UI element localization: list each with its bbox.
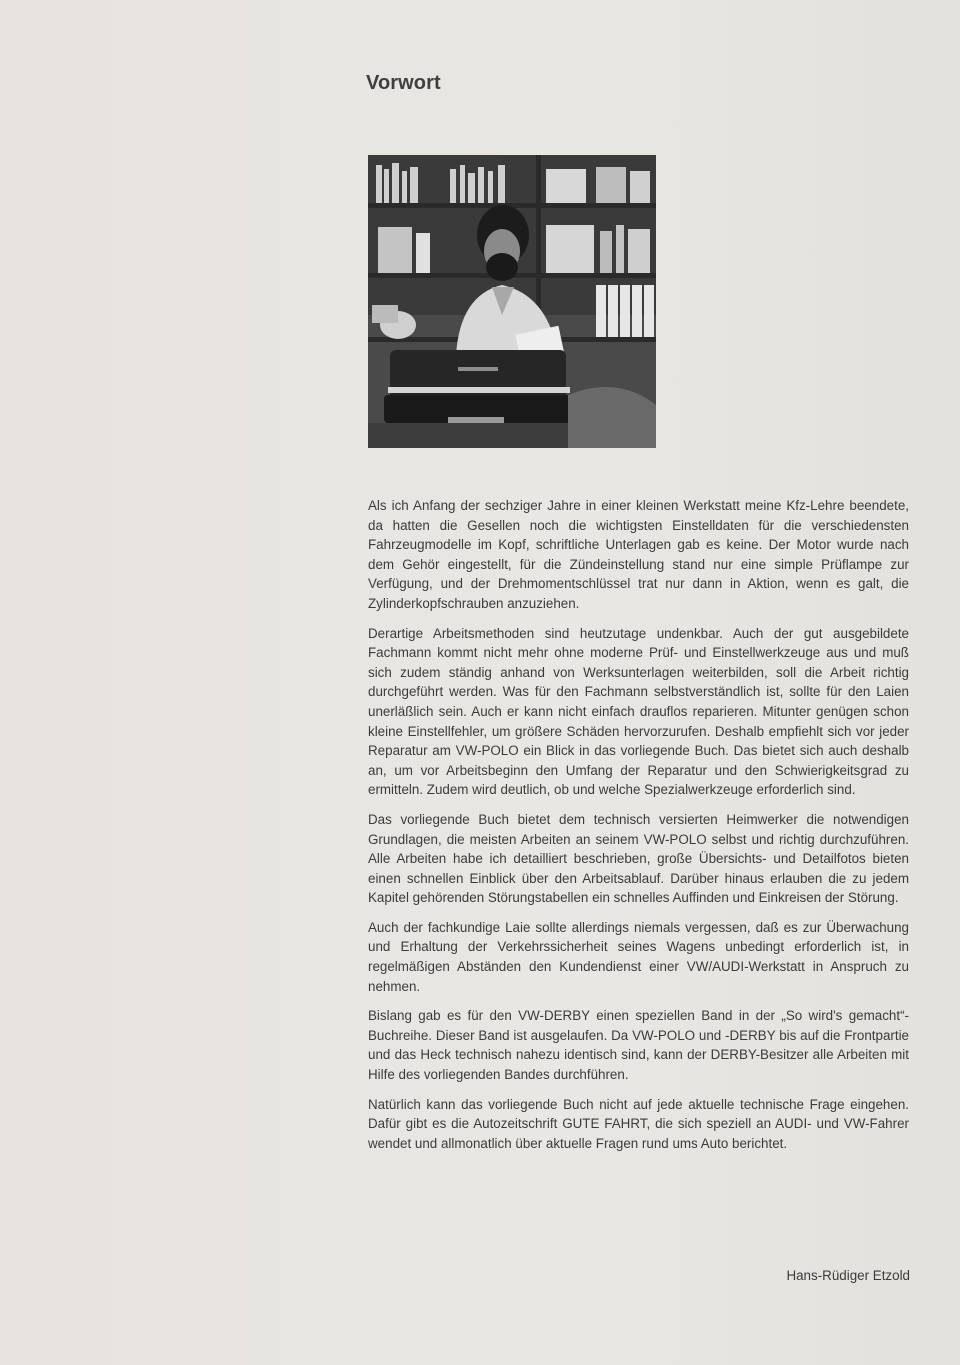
portrait-photo	[368, 155, 656, 448]
paragraph: Auch der fachkundige Laie sollte allerdings niemals vergessen, daß es zur Überwachung und Erhaltung der Verkehrssicherheit seines Wagens unbedingt erforderlich ist, in regelmäßigen Abständen den Kundendienst einer VW/AUDI-Werkstatt in Anspruch zu nehmen.	[368, 919, 909, 994]
paragraph: Das vorliegende Buch bietet dem technisch versierten Heimwerker die notwendigen Grundlagen, die meisten Arbeiten an seinem VW-POLO selbst und richtig durchzuführen. Alle Arbeiten habe ich detailliert beschrieben, große Übersichts- und Detailfotos bieten einen schnellen Einblick über den Arbeitsablauf. Darüber hinaus erlauben die zu jedem Kapitel gehörenden Störungstabellen ein schnelles Auffinden und Einkreisen der Störung.	[368, 811, 909, 906]
foreword-text	[368, 496, 909, 1163]
author-signature: Hans-Rüdiger Etzold	[786, 1268, 910, 1283]
photo-illustration	[368, 155, 656, 448]
paragraph: Als ich Anfang der sechziger Jahre in einer kleinen Werkstatt meine Kfz-Lehre beendete, da hatten die Gesellen noch die wichtigsten Einstelldaten für die verschiedensten Fahrzeugmodelle im Kopf, schriftliche Unterlagen gab es keine. Der Motor wurde nach dem Gehör eingestellt, für die Zündeinstellung stand nur eine simple Prüflampe zur Verfügung, und der Drehmomentschlüssel trat nur dann in Aktion, wenn es galt, die Zylinderkopfschrauben anzuziehen.	[368, 498, 909, 611]
paragraph: Derartige Arbeitsmethoden sind heutzutage undenkbar. Auch der gut ausgebildete Fachmann kommt nicht mehr ohne moderne Prüf- und Einstellwerkzeuge aus und muß sich zudem ständig anhand von Werksunterlagen weiterbilden, soll die Arbeit richtig durchgeführt werden. Was für den Fachmann selbstverständlich ist, sollte für den Laien unerläßlich sein. Auch er kann nicht einfach drauflos reparieren. Mitunter genügen schon kleine Einstellfehler, um größere Schäden hervorzurufen. Deshalb empfiehlt sich vor jeder Reparatur am VW-POLO ein Blick in das vorliegende Buch. Das bietet sich auch deshalb an, um vor Arbeitsbeginn den Umfang der Reparatur und den Schwierigkeitsgrad zu ermitteln. Zudem wird deutlich, ob und welche Spezialwerkzeuge erforderlich sind.	[368, 625, 909, 798]
paragraph: Bislang gab es für den VW-DERBY einen speziellen Band in der „So wird's gemacht“-Buchreihe. Dieser Band ist ausgelaufen. Da VW-POLO und -DERBY bis auf die Frontpartie und das Heck technisch nahezu identisch sind, kann der DERBY-Besitzer alle Arbeiten mit Hilfe des vorliegenden Bandes durchführen.	[368, 1008, 909, 1083]
page-title: Vorwort	[366, 72, 441, 94]
paragraph: Natürlich kann das vorliegende Buch nicht auf jede aktuelle technische Frage eingehen. Dafür gibt es die Autozeitschrift GUTE FAHRT, die sich speziell an AUDI- und VW-Fahrer wendet und allmonatlich über aktuelle Fragen rund ums Auto berichtet.	[368, 1096, 909, 1151]
